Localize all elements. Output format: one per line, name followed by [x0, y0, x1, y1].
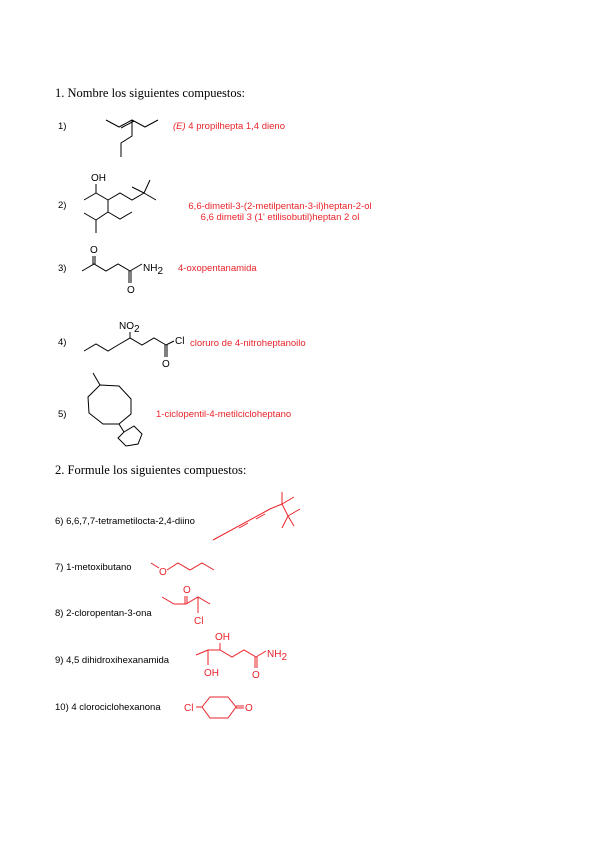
structure-7-o-label: O: [159, 567, 167, 578]
item-6-name: 6) 6,6,7,7-tetrametilocta-2,4-diino: [55, 516, 195, 527]
item-9-name: 9) 4,5 dihidroxihexanamida: [55, 655, 170, 666]
item-4-number: 4): [58, 337, 67, 348]
structure-3-nh-subscript: 2: [157, 266, 164, 277]
structure-4-no-subscript: 2: [134, 324, 140, 335]
section-1-heading: 1. Nombre los siguientes compuestos:: [55, 86, 245, 100]
item-3-answer: 4-oxopentanamida: [178, 263, 257, 274]
structure-9-nh-label: NH: [267, 649, 282, 660]
structure-10-o-label: O: [245, 703, 253, 714]
structure-9-nh-subscript: 2: [281, 652, 288, 663]
item-5-answer: 1-ciclopentil-4-metilcicloheptano: [156, 409, 292, 420]
structure-8-cl-label: Cl: [194, 616, 204, 627]
item-2-answer-line-1: 6,6-dimetil-3-(2-metilpentan-3-il)heptan-2-ol: [188, 201, 372, 212]
item-1-answer-prefix: (E): [173, 121, 186, 132]
item-10-name: 10) 4 clorociclohexanona: [55, 702, 161, 713]
structure-8-o-label: O: [183, 585, 191, 596]
structure-9-oh-top-label: OH: [215, 632, 230, 643]
structure-4-o-label: O: [162, 359, 170, 370]
structure-4-cl-label: Cl: [175, 336, 185, 347]
item-4-answer: cloruro de 4-nitroheptanoilo: [190, 338, 306, 349]
structure-2-oh-label: OH: [91, 173, 106, 184]
structure-3-nh-label: NH: [143, 263, 158, 274]
item-7-name: 7) 1-metoxibutano: [55, 562, 132, 573]
structure-4-no-label: NO: [119, 321, 134, 332]
section-2-heading: 2. Formule los siguientes compuestos:: [55, 463, 247, 477]
item-1-answer-rest: 4 propilhepta 1,4 dieno: [185, 121, 285, 132]
structure-10-cl-label: Cl: [184, 703, 194, 714]
structure-3-ketone-o-label: O: [90, 245, 98, 256]
structure-9-amide-o-label: O: [252, 670, 260, 681]
item-3-number: 3): [58, 263, 67, 274]
item-8-name: 8) 2-cloropentan-3-ona: [55, 608, 152, 619]
item-1-number: 1): [58, 121, 67, 132]
item-2-number: 2): [58, 200, 67, 211]
item-5-number: 5): [58, 409, 67, 420]
structure-9-oh-bottom-label: OH: [204, 668, 219, 679]
item-2-answer-line-2: 6,6 dimetil 3 (1' etilisobutil)heptan 2 ol: [200, 212, 360, 223]
structure-3-amide-o-label: O: [127, 285, 135, 296]
